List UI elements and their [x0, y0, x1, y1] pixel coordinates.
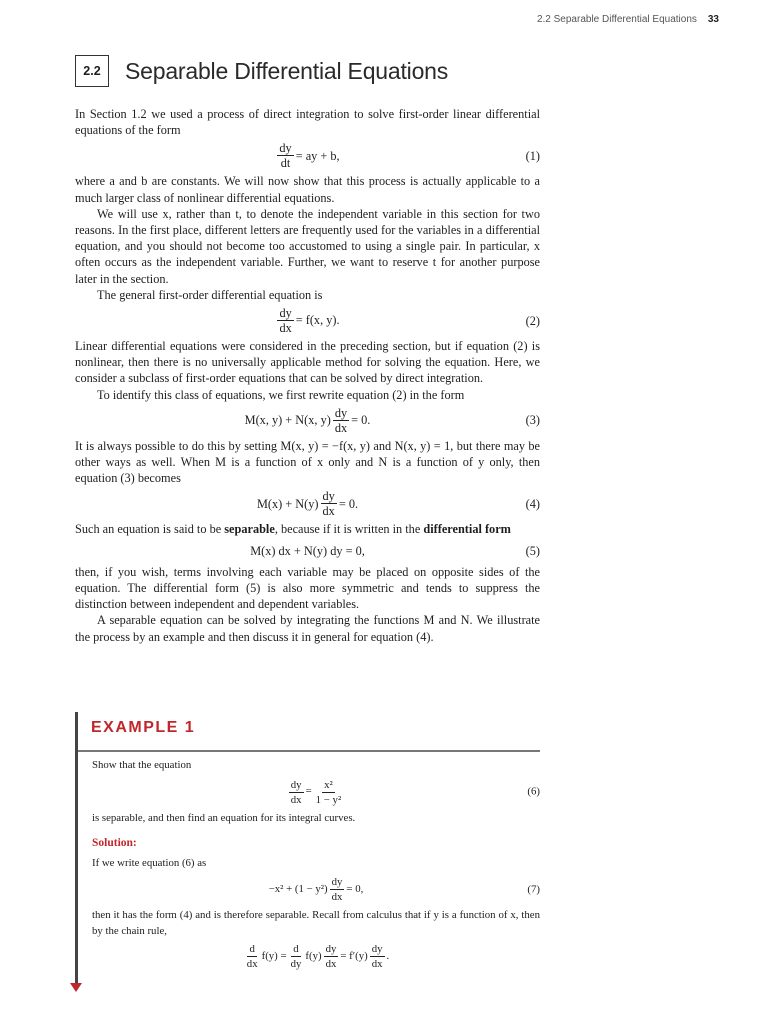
- eq1-den: dt: [280, 156, 291, 171]
- section-title: Separable Differential Equations: [125, 57, 449, 84]
- eq7-number: (7): [527, 882, 540, 895]
- example-text-1: is separable, and then find an equation for its integral curves.: [92, 811, 356, 824]
- eq5-number: (5): [525, 543, 540, 558]
- example-bar: [75, 712, 78, 984]
- eq7-den: dx: [331, 891, 343, 903]
- equation-1: [75, 141, 540, 170]
- body-text: [75, 106, 540, 645]
- eq6-rhs-den: 1 − y²: [315, 793, 342, 806]
- p8-mid: , because if it is written in the: [274, 522, 424, 537]
- example-title: EXAMPLE 1: [91, 719, 196, 736]
- section-number: 2.2: [75, 55, 109, 87]
- example-body: [92, 758, 540, 974]
- p8-pre: Such an equation is said to be: [75, 522, 225, 537]
- paragraph-2: where a and b are constants. We will now show that this process is actually applicable to a much larger class of nonlinear differential equations.: [75, 174, 540, 205]
- paragraph-10: A separable equation can be solved by integrating the functions M and N. We illustrate the process by an example and then discuss it in general for equation (4).: [75, 613, 540, 644]
- eq8-d3-num: dy: [325, 943, 337, 955]
- eq5-text: M(x) dx + N(y) dy = 0,: [250, 543, 365, 558]
- eq4-lhs: M(x) + N(y): [256, 496, 319, 511]
- running-title: 2.2 Separable Differential Equations: [536, 14, 697, 25]
- eq8-f1: f(y) =: [261, 949, 287, 962]
- eq1-number: (1): [525, 148, 540, 163]
- eq8-d1-den: dx: [246, 958, 258, 970]
- eq8-f3: = f′(y): [340, 949, 368, 962]
- example-text-3: then it has the form (4) and is therefore separable. Recall from calculus that if y is a function of x, then by the chain rule,: [92, 909, 540, 937]
- paragraph-3: We will use x, rather than t, to denote the independent variable in this section for two reasons. In the first place, different letters are frequently used for the variables in a differential equation, and you should not become too accustomed to using a single pair. In particular, x often occurs as the independent variable. Further, we want to reserve t for another purpose later in the section.: [75, 206, 540, 286]
- eq6-number: (6): [527, 785, 540, 798]
- paragraph-9: then, if you wish, terms involving each variable may be placed on opposite sides of the equation. The differential form (5) is also more symmetric and tends to suppress the distinction between independent and dependent variables.: [75, 564, 540, 612]
- eq8-d4-den: dx: [371, 958, 383, 970]
- eq2-number: (2): [525, 313, 540, 328]
- eq6-rhs-num: x²: [324, 778, 333, 791]
- eq7-num: dy: [331, 876, 343, 888]
- equation-4: [75, 489, 540, 518]
- eq7-lhs: −x² + (1 − y²): [268, 882, 328, 895]
- eq3-rhs: = 0.: [351, 413, 371, 428]
- eq8-end: .: [386, 949, 390, 962]
- eq1-num: dy: [279, 141, 292, 156]
- eq4-rhs: = 0.: [338, 496, 359, 511]
- paragraph-7: It is always possible to do this by setting M(x, y) = −f(x, y) and N(x, y) = 1, but there may be other ways as well. When M is a function of x only and N is a function of y only, then equation (3) becomes: [75, 438, 540, 486]
- eq8-d2-den: dy: [290, 958, 302, 970]
- eq3-den: dx: [334, 420, 348, 435]
- eq3-num: dy: [334, 405, 348, 420]
- example-divider: [78, 750, 540, 752]
- paragraph-6: To identify this class of equations, we first rewrite equation (2) in the form: [97, 387, 465, 402]
- page-number: 33: [707, 14, 719, 25]
- eq1-rhs: = ay + b,: [295, 148, 340, 163]
- eq4-number: (4): [525, 496, 540, 511]
- eq2-num: dy: [279, 306, 292, 321]
- equation-2: [75, 306, 540, 335]
- eq2-rhs: = f(x, y).: [295, 313, 340, 328]
- running-head: [537, 14, 719, 25]
- example-continue-arrow-icon: [70, 983, 82, 992]
- eq7-rhs: = 0,: [346, 882, 364, 895]
- equation-3: [75, 406, 540, 435]
- equation-7: [92, 875, 540, 904]
- term-differential-form: differential form: [423, 522, 511, 537]
- eq2-den: dx: [279, 321, 292, 336]
- paragraph-5: Linear differential equations were considered in the preceding section, but if equation (2) is nonlinear, then there is no universally applicable method for solving the equation. Here, we consider a subclass of first-order equations that can be solved by direct integration.: [75, 339, 540, 386]
- eq6-lhs-num: dy: [290, 778, 302, 791]
- eq6-eq-sign: =: [305, 785, 312, 798]
- eq3-lhs: M(x, y) + N(x, y): [244, 413, 331, 428]
- eq8-f2: f(y): [305, 949, 322, 962]
- example-text-2: If we write equation (6) as: [92, 856, 207, 869]
- paragraph-1: In Section 1.2 we used a process of direct integration to solve first-order linear differential equations of the form: [75, 107, 540, 138]
- eq8-d1-num: d: [249, 943, 255, 955]
- solution-label: Solution:: [92, 837, 137, 849]
- eq8-d3-den: dx: [325, 958, 337, 970]
- eq3-number: (3): [525, 413, 540, 428]
- eq4-den: dx: [322, 504, 335, 519]
- equation-6: [92, 778, 540, 807]
- equation-5: [75, 543, 540, 559]
- equation-8: [92, 942, 540, 971]
- eq6-lhs-den: dx: [290, 793, 302, 806]
- eq8-d4-num: dy: [371, 943, 383, 955]
- term-separable: separable: [224, 522, 275, 537]
- section-heading: [75, 55, 448, 87]
- example-intro: Show that the equation: [92, 759, 192, 771]
- paragraph-4: The general first-order differential equation is: [97, 287, 323, 302]
- paragraph-8: [75, 521, 540, 537]
- eq4-num: dy: [322, 489, 335, 504]
- eq8-d2-num: d: [293, 943, 299, 955]
